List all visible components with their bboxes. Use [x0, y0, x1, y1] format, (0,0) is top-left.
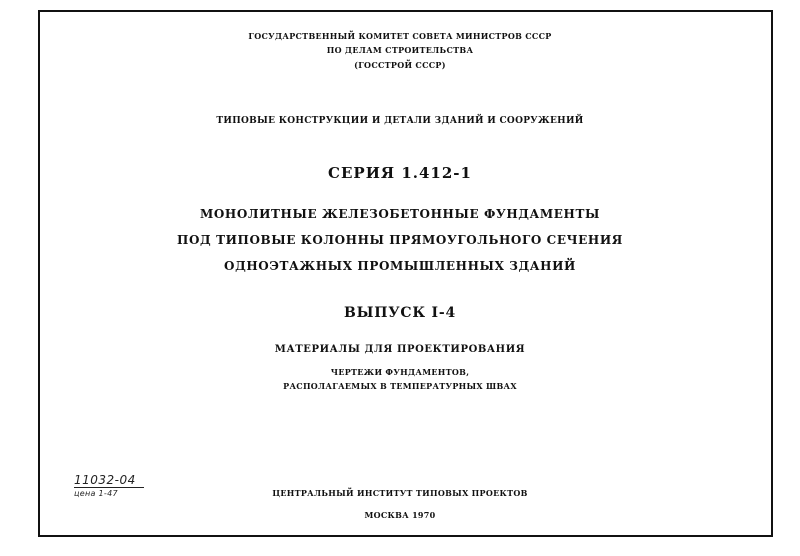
- document-title-line-3: ОДНОЭТАЖНЫХ ПРОМЫШЛЕННЫХ ЗДАНИЙ: [224, 259, 576, 273]
- ministry-line-1: ГОСУДАРСТВЕННЫЙ КОМИТЕТ СОВЕТА МИНИСТРОВ СССР: [248, 31, 552, 41]
- handwritten-price: цена 1-47: [74, 489, 118, 498]
- handwritten-code: 11032-04: [74, 473, 144, 488]
- subtitle: МАТЕРИАЛЫ ДЛЯ ПРОЕКТИРОВАНИЯ: [274, 344, 526, 355]
- category-heading: ТИПОВЫЕ КОНСТРУКЦИИ И ДЕТАЛИ ЗДАНИЙ И СООРУЖЕНИЙ: [216, 116, 584, 126]
- ministry-line-2: ПО ДЕЛАМ СТРОИТЕЛЬСТВА: [326, 45, 474, 55]
- page-border: [38, 10, 773, 537]
- document-title-line-1: МОНОЛИТНЫЕ ЖЕЛЕЗОБЕТОННЫЕ ФУНДАМЕНТЫ: [199, 207, 601, 221]
- description-line-1: ЧЕРТЕЖИ ФУНДАМЕНТОВ,: [330, 367, 470, 377]
- series-title: СЕРИЯ 1.412-1: [328, 164, 472, 182]
- place-year: МОСКВА 1970: [364, 510, 436, 520]
- issue-number: ВЫПУСК I-4: [343, 305, 457, 321]
- document-title-line-2: ПОД ТИПОВЫЕ КОЛОННЫ ПРЯМОУГОЛЬНОГО СЕЧЕНИЯ: [177, 233, 623, 247]
- publisher: ЦЕНТРАЛЬНЫЙ ИНСТИТУТ ТИПОВЫХ ПРОЕКТОВ: [272, 488, 528, 498]
- ministry-line-3: (ГОССТРОЙ СССР): [354, 60, 446, 70]
- description-line-2: РАСПОЛАГАЕМЫХ В ТЕМПЕРАТУРНЫХ ШВАХ: [283, 381, 517, 391]
